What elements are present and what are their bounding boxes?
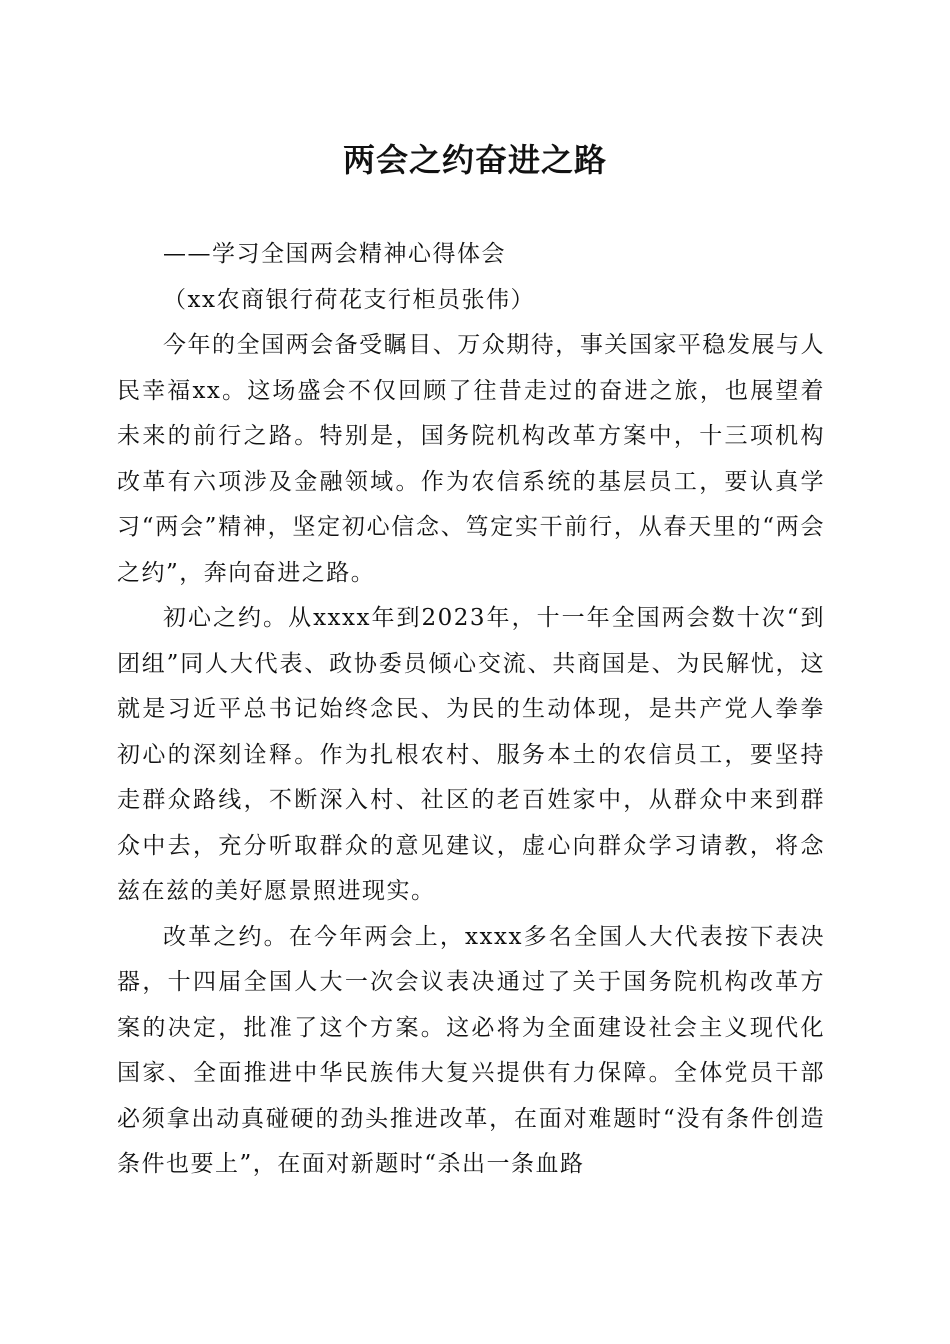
paragraph-reform: 改革之约。在今年两会上，xxxx多名全国人大代表按下表决器，十四届全国人大一次会议表决通过了关于国务院机构改革方案的决定，批准了这个方案。这必将为全面建设社会主义现代化国家、全面推进中华民族伟大复兴提供有力保障。全体党员干部必须拿出动真碰硬的劲头推进改革，在面对难题时“没有条件创造条件也要上”，在面对新题时“杀出一条血路 [117,923,825,1177]
document-title: 两会之约奋进之路 [342,141,607,179]
document-subtitle: ——学习全国两会精神心得体会 [163,241,506,267]
document-body [117,232,825,1188]
document-author: （xx农商银行荷花支行柜员张伟） [163,286,535,313]
paragraph-original-aspiration: 初心之约。从xxxx年到2023年，十一年全国两会数十次“到团组”同人大代表、政协委员倾心交流、共商国是、为民解忧，这就是习近平总书记始终念民、为民的生动体现，是共产党人拳拳初心的深刻诠释。作为扎根农村、服务本土的农信员工，要坚持走群众路线，不断深入村、社区的老百姓家中，从群众中来到群众中去，充分听取群众的意见建议，虚心向群众学习请教，将念兹在兹的美好愿景照进现实。 [117,605,825,904]
paragraph-intro: 今年的全国两会备受瞩目、万众期待，事关国家平稳发展与人民幸福xx。这场盛会不仅回顾了往昔走过的奋进之旅，也展望着未来的前行之路。特别是，国务院机构改革方案中，十三项机构改革有六项涉及金融领域。作为农信系统的基层员工，要认真学习“两会”精神，坚定初心信念、笃定实干前行，从春天里的“两会之约”，奔向奋进之路。 [117,332,825,586]
